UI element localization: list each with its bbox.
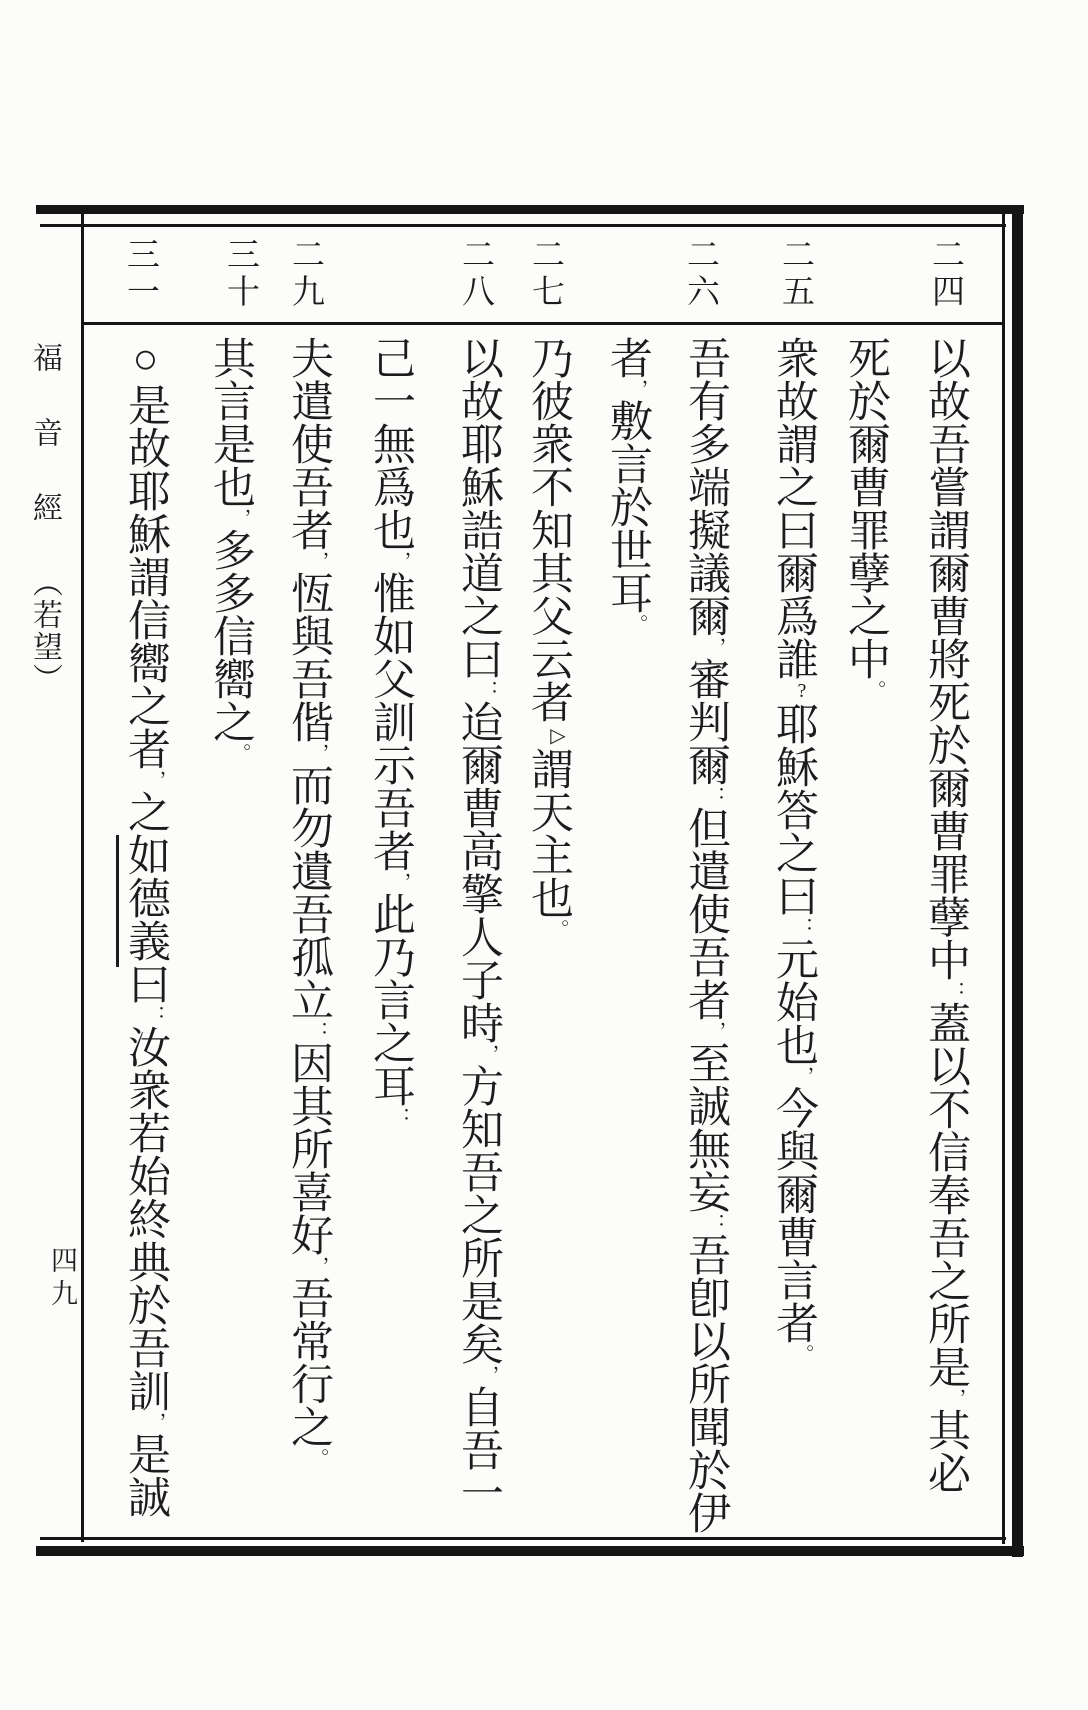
verse-25-column-1: 衆故謂之曰爾爲誰?耶穌答之曰：元始也，今與爾曹言者。 [770, 336, 817, 1364]
verse-number-30: 三十 [222, 237, 258, 311]
frame-right-outer-line [1012, 205, 1023, 1557]
verse-number-separator-line [84, 322, 1003, 325]
frame-top-outer-line [36, 205, 1024, 214]
frame-top-inner-line [40, 224, 1006, 227]
verse-number-26: 二六 [682, 237, 718, 311]
proper-noun-mark [116, 835, 119, 967]
verse-number-29: 二九 [287, 237, 323, 311]
book-title-volume: （若望） [28, 567, 61, 695]
frame-left-line [81, 212, 84, 1542]
frame-right-inner-line [1002, 210, 1005, 1544]
verse-27-column-1: 乃彼衆不知其父云者▷謂天主也。 [525, 336, 572, 939]
verse-31-column-1: ○是故耶穌謂信嚮之者，之如德義曰：汝衆若始終典於吾訓，是誠 [122, 336, 169, 1518]
verse-30-column-1: 其言是也，多多信嚮之。 [207, 336, 254, 763]
verse-number-31: 三一 [122, 237, 158, 311]
verse-number-27: 二七 [527, 237, 563, 311]
verse-number-28: 二八 [457, 237, 493, 311]
page-number: 四九 [47, 1246, 77, 1312]
verse-28-column-1: 以故耶穌誥道之曰：迨爾曹高擎人子時，方知吾之所是矣，自吾一 [455, 336, 502, 1514]
verse-29-column-1: 夫遣使吾者，恆與吾偕，而勿遺吾孤立：因其所喜好，吾常行之。 [285, 336, 332, 1468]
verse-26-column-2: 者，敷言於世耳。 [604, 336, 651, 634]
book-title-main: 福音經 [28, 342, 61, 567]
verse-number-24: 二四 [927, 237, 963, 311]
verse-24-column-1: 以故吾嘗謂爾曹將死於爾曹罪孽中：蓋以不信奉吾之所是，其必 [922, 336, 969, 1494]
verse-26-column-1: 吾有多端擬議爾，審判爾：但遣使吾者，至誠無妄：吾卽以所聞於伊 [682, 336, 729, 1534]
verse-28-column-2: 己一無爲也，惟如父訓示吾者，此乃言之耳： [367, 336, 414, 1127]
verse-24-column-2: 死於爾曹罪孽之中。 [842, 336, 889, 700]
book-title [24, 342, 64, 695]
verse-number-25: 二五 [777, 237, 813, 311]
